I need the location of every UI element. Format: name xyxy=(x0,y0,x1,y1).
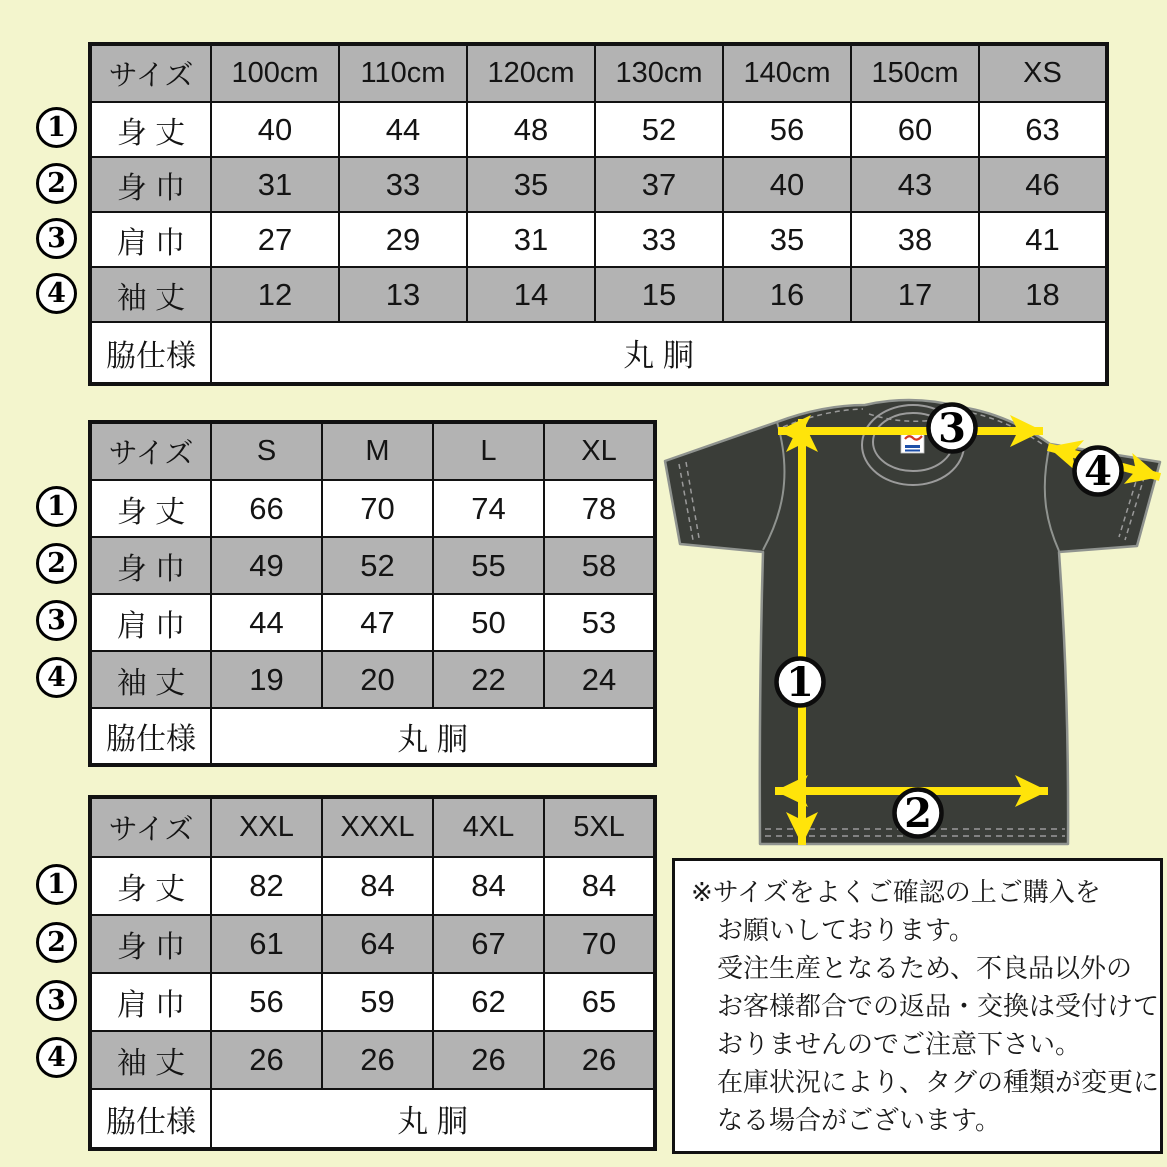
size-header-cell: 5XL xyxy=(544,797,655,857)
size-header-cell: L xyxy=(433,422,544,480)
measurement-cell: 52 xyxy=(595,102,723,157)
measurement-cell: 37 xyxy=(595,157,723,212)
row-number-badge: 1 xyxy=(36,864,77,905)
measurement-cell: 49 xyxy=(211,537,322,594)
size-header-cell: サイズ xyxy=(90,44,211,102)
measurement-cell: 16 xyxy=(723,267,851,322)
notice-line: お客様都合での返品・交換は受付けて xyxy=(717,991,1160,1021)
measurement-cell: 46 xyxy=(979,157,1107,212)
size-header-cell: 150cm xyxy=(851,44,979,102)
measurement-cell: 67 xyxy=(433,915,544,973)
measurement-cell: 56 xyxy=(211,973,322,1031)
measurement-cell: 15 xyxy=(595,267,723,322)
measurement-cell: 18 xyxy=(979,267,1107,322)
measurement-cell: 31 xyxy=(467,212,595,267)
measurement-cell: 56 xyxy=(723,102,851,157)
footer-value-cell: 丸 胴 xyxy=(211,322,1107,384)
measurement-cell: 38 xyxy=(851,212,979,267)
measurement-cell: 63 xyxy=(979,102,1107,157)
measure-badge-3 xyxy=(929,405,976,453)
measurement-cell: 58 xyxy=(544,537,655,594)
notice-line: 受注生産となるため、不良品以外の xyxy=(717,953,1132,983)
size-header-cell: サイズ xyxy=(90,797,211,857)
notice-line: おりませんのでご注意下さい。 xyxy=(717,1029,1082,1059)
tshirt-measurement-diagram xyxy=(655,392,1167,864)
measurement-cell: 17 xyxy=(851,267,979,322)
measurement-cell: 41 xyxy=(979,212,1107,267)
measurement-cell: 26 xyxy=(544,1031,655,1089)
measurement-cell: 70 xyxy=(322,480,433,537)
notice-line: お願いしております。 xyxy=(717,915,975,945)
measurement-cell: 64 xyxy=(322,915,433,973)
measurement-cell: 20 xyxy=(322,651,433,708)
measurement-cell: 84 xyxy=(544,857,655,915)
row-number-badge: 3 xyxy=(36,600,77,641)
row-number-badge: 4 xyxy=(36,1037,77,1078)
size-header-cell: XL xyxy=(544,422,655,480)
measurement-cell: 48 xyxy=(467,102,595,157)
measurement-cell: 47 xyxy=(322,594,433,651)
measurement-cell: 40 xyxy=(723,157,851,212)
size-table-big xyxy=(88,795,657,1151)
size-table-kids xyxy=(88,42,1109,386)
measurement-cell: 74 xyxy=(433,480,544,537)
row-label-cell: 肩 巾 xyxy=(90,594,211,651)
measurement-cell: 53 xyxy=(544,594,655,651)
measurement-cell: 61 xyxy=(211,915,322,973)
measurement-cell: 66 xyxy=(211,480,322,537)
svg-text:2: 2 xyxy=(904,790,932,837)
footer-label-cell: 脇仕様 xyxy=(90,1089,211,1149)
measurement-cell: 12 xyxy=(211,267,339,322)
measurement-cell: 26 xyxy=(433,1031,544,1089)
footer-value-cell: 丸 胴 xyxy=(211,1089,655,1149)
measurement-cell: 43 xyxy=(851,157,979,212)
measure-badge-2 xyxy=(895,790,942,838)
notice-line: なる場合がございます。 xyxy=(717,1105,1001,1135)
measurement-cell: 22 xyxy=(433,651,544,708)
size-header-cell: S xyxy=(211,422,322,480)
measurement-cell: 70 xyxy=(544,915,655,973)
svg-text:4: 4 xyxy=(1084,448,1112,495)
measurement-cell: 59 xyxy=(322,973,433,1031)
measurement-cell: 27 xyxy=(211,212,339,267)
size-header-cell: XS xyxy=(979,44,1107,102)
size-header-cell: 4XL xyxy=(433,797,544,857)
notice-line: ※サイズをよくご確認の上ご購入を xyxy=(691,877,1101,907)
row-label-cell: 袖 丈 xyxy=(90,651,211,708)
measurement-cell: 84 xyxy=(322,857,433,915)
row-label-cell: 身 巾 xyxy=(90,537,211,594)
measurement-cell: 13 xyxy=(339,267,467,322)
measurement-cell: 40 xyxy=(211,102,339,157)
row-number-badge: 2 xyxy=(36,543,77,584)
measurement-cell: 52 xyxy=(322,537,433,594)
footer-value-cell: 丸 胴 xyxy=(211,708,655,765)
row-number-badge: 2 xyxy=(36,922,77,963)
row-label-cell: 身 巾 xyxy=(90,915,211,973)
row-number-badge: 4 xyxy=(36,657,77,698)
row-number-badge: 3 xyxy=(36,218,77,259)
measure-badge-1 xyxy=(777,659,824,707)
size-table-adult xyxy=(88,420,657,767)
row-number-badge: 3 xyxy=(36,980,77,1021)
notice-line: 在庫状況により、タグの種類が変更に xyxy=(717,1067,1160,1097)
footer-label-cell: 脇仕様 xyxy=(90,322,211,384)
purchase-notice-box xyxy=(672,858,1163,1154)
printstar-brand-tag xyxy=(901,432,924,453)
row-number-badge: 1 xyxy=(36,486,77,527)
footer-label-cell: 脇仕様 xyxy=(90,708,211,765)
measurement-cell: 14 xyxy=(467,267,595,322)
size-header-cell: 140cm xyxy=(723,44,851,102)
measurement-cell: 65 xyxy=(544,973,655,1031)
measurement-cell: 82 xyxy=(211,857,322,915)
row-label-cell: 身 巾 xyxy=(90,157,211,212)
row-label-cell: 身 丈 xyxy=(90,857,211,915)
size-header-cell: 110cm xyxy=(339,44,467,102)
measurement-cell: 33 xyxy=(339,157,467,212)
row-label-cell: 袖 丈 xyxy=(90,267,211,322)
measurement-cell: 62 xyxy=(433,973,544,1031)
measurement-cell: 55 xyxy=(433,537,544,594)
svg-text:3: 3 xyxy=(938,405,966,452)
row-label-cell: 肩 巾 xyxy=(90,973,211,1031)
measurement-cell: 44 xyxy=(211,594,322,651)
measurement-cell: 19 xyxy=(211,651,322,708)
size-header-cell: M xyxy=(322,422,433,480)
measurement-cell: 24 xyxy=(544,651,655,708)
row-number-badge: 4 xyxy=(36,273,77,314)
measurement-cell: 26 xyxy=(211,1031,322,1089)
measure-badge-4 xyxy=(1075,448,1122,496)
row-label-cell: 肩 巾 xyxy=(90,212,211,267)
size-header-cell: XXL xyxy=(211,797,322,857)
size-header-cell: XXXL xyxy=(322,797,433,857)
row-number-badge: 2 xyxy=(36,163,77,204)
row-number-badge: 1 xyxy=(36,107,77,148)
measurement-cell: 33 xyxy=(595,212,723,267)
row-label-cell: 身 丈 xyxy=(90,102,211,157)
row-label-cell: 身 丈 xyxy=(90,480,211,537)
measurement-cell: 26 xyxy=(322,1031,433,1089)
tshirt-graphic xyxy=(655,392,1167,864)
measurement-cell: 35 xyxy=(723,212,851,267)
measurement-cell: 84 xyxy=(433,857,544,915)
svg-text:1: 1 xyxy=(786,659,814,706)
row-label-cell: 袖 丈 xyxy=(90,1031,211,1089)
size-header-cell: 130cm xyxy=(595,44,723,102)
measurement-cell: 44 xyxy=(339,102,467,157)
measurement-cell: 29 xyxy=(339,212,467,267)
measurement-cell: 60 xyxy=(851,102,979,157)
size-header-cell: サイズ xyxy=(90,422,211,480)
measurement-cell: 50 xyxy=(433,594,544,651)
size-header-cell: 100cm xyxy=(211,44,339,102)
measurement-cell: 35 xyxy=(467,157,595,212)
measurement-cell: 78 xyxy=(544,480,655,537)
size-header-cell: 120cm xyxy=(467,44,595,102)
measurement-cell: 31 xyxy=(211,157,339,212)
